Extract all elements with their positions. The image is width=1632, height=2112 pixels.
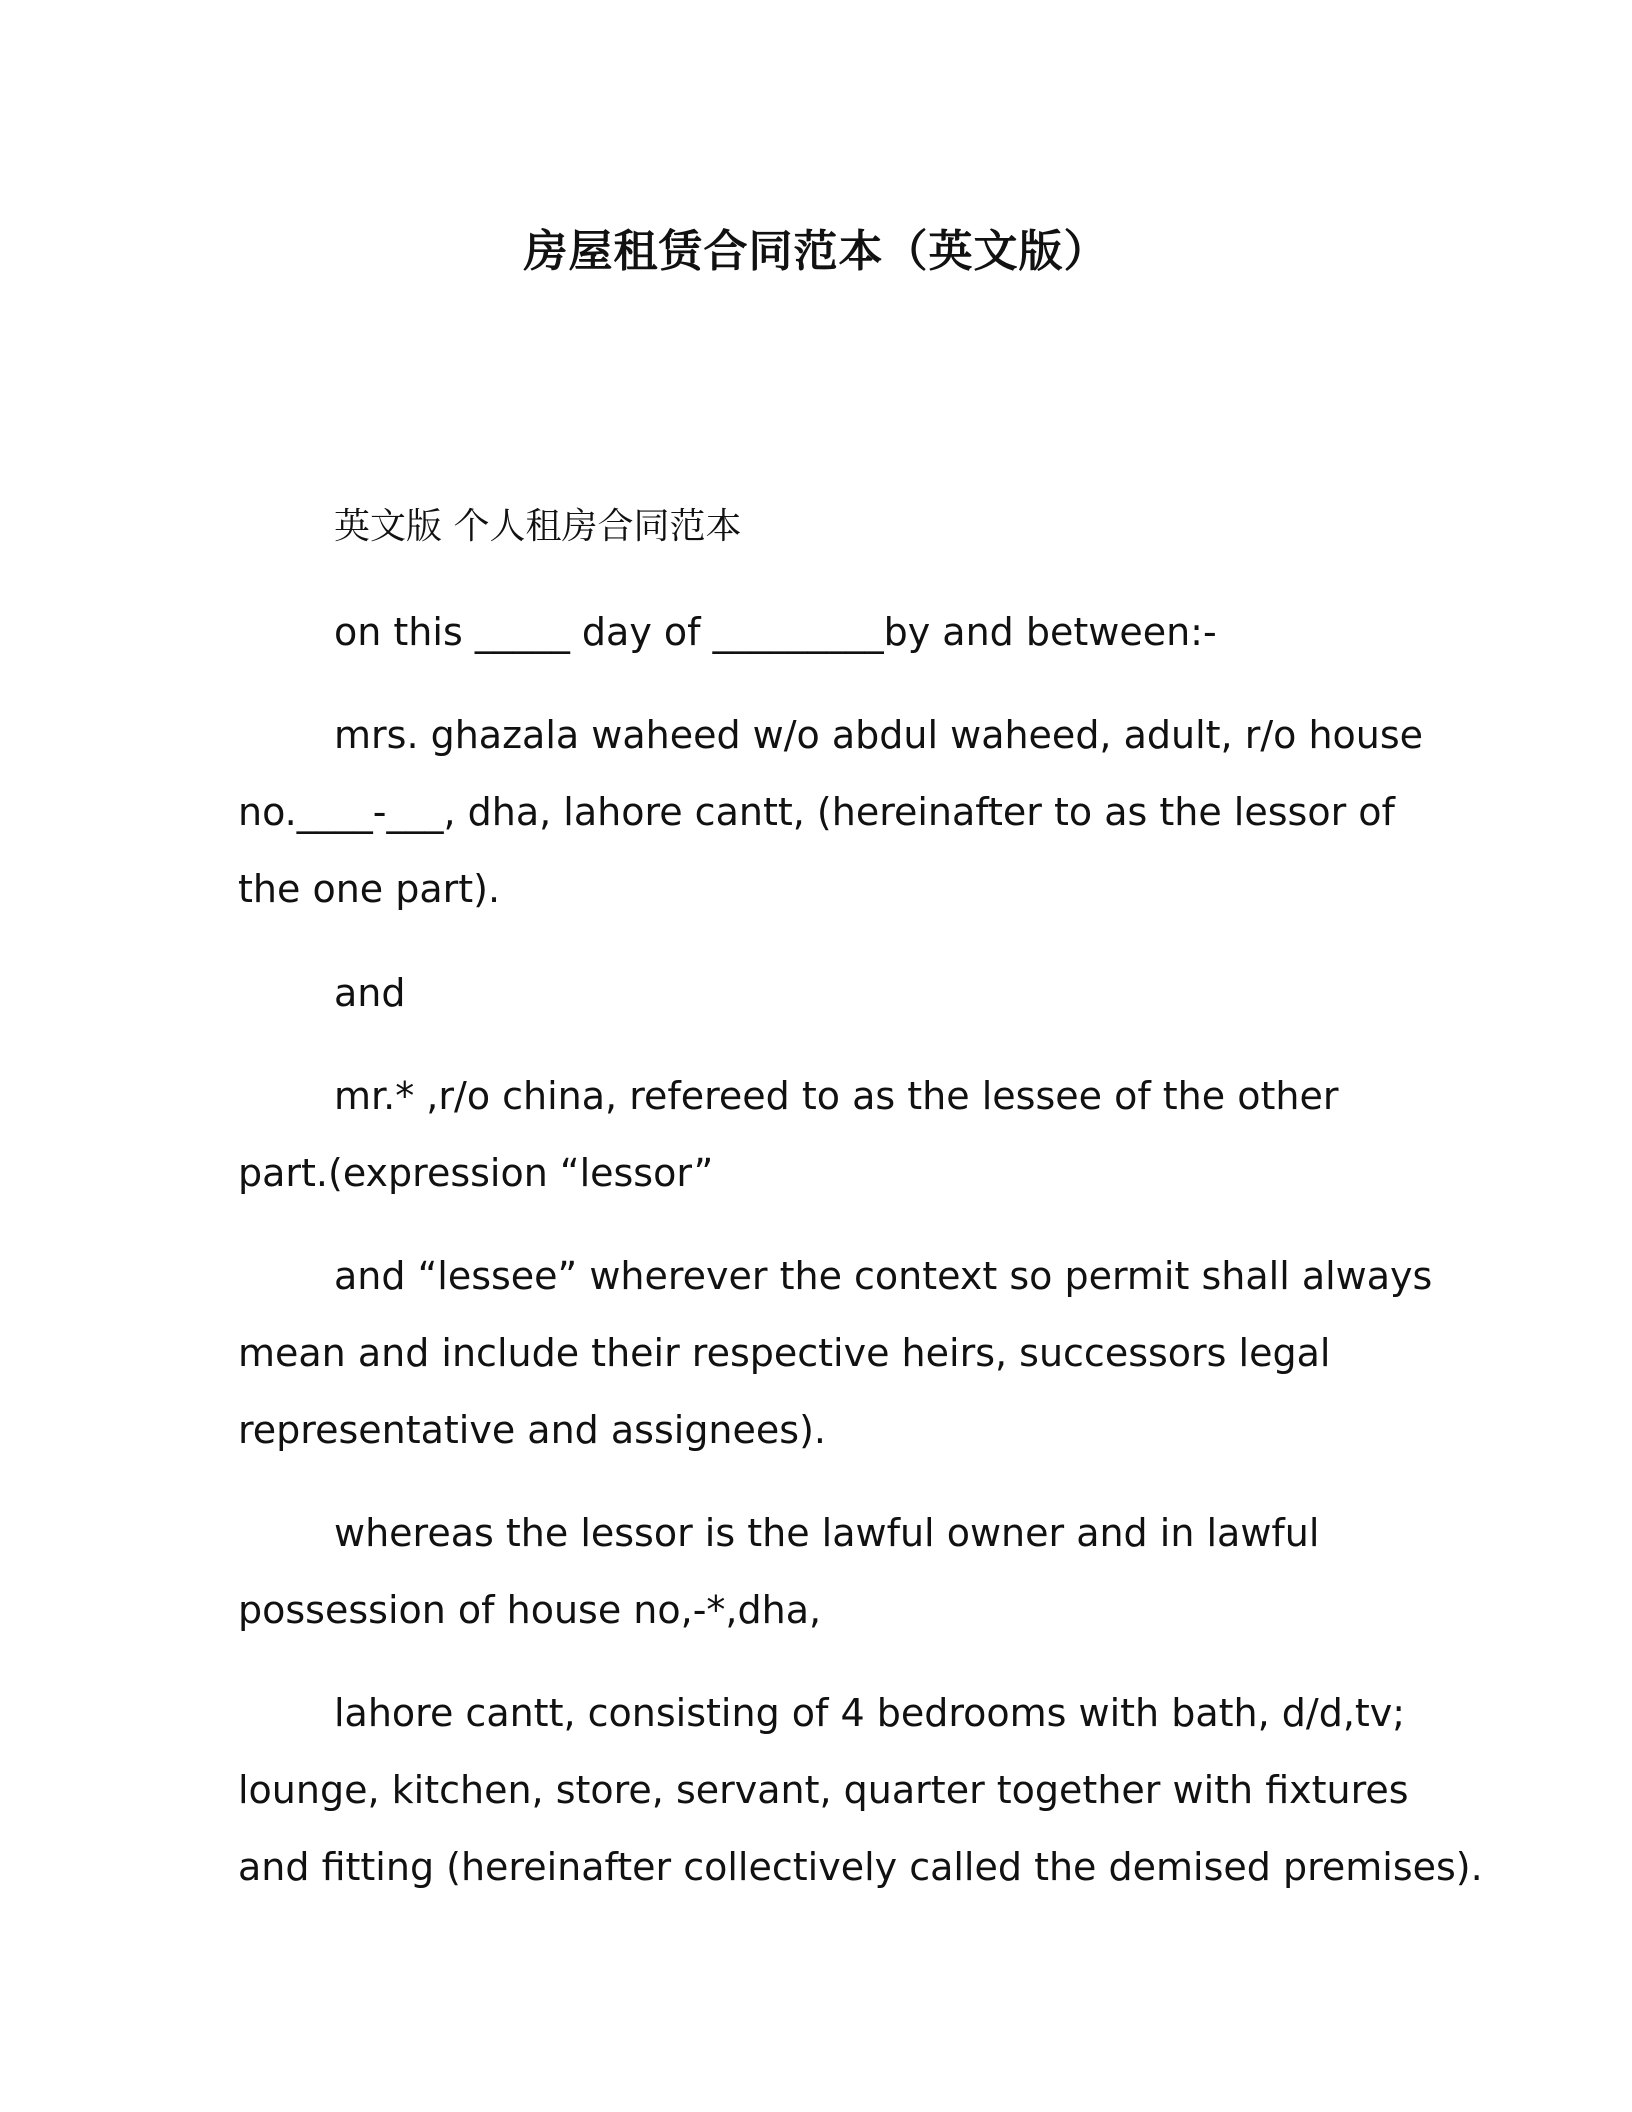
subtitle-paragraph [238, 488, 741, 565]
paragraph-line: mean and include their respective heirs, successors legal [238, 1331, 1331, 1375]
paragraph-line: the one part). [238, 867, 501, 911]
paragraph-and [238, 955, 406, 1032]
paragraph-line: on this _____ day of _________by and between:- [334, 610, 1217, 654]
paragraph-line: lahore cantt, consisting of 4 bedrooms with bath, d/d,tv; [334, 1691, 1406, 1735]
subtitle-line: 英文版 个人租房合同范本 [334, 506, 742, 547]
paragraph-line: mrs. ghazala waheed w/o abdul waheed, adult, r/o house [334, 713, 1424, 757]
paragraph-line: and [334, 971, 406, 1015]
paragraph-line: possession of house no,-*,dha, [238, 1588, 822, 1632]
paragraph-date [238, 594, 1217, 671]
paragraph-line: representative and assignees). [238, 1408, 826, 1452]
paragraph-line: part.(expression “lessor” [238, 1151, 714, 1195]
paragraph-line: whereas the lessor is the lawful owner and in lawful [334, 1511, 1320, 1555]
paragraph-line: mr.* ,r/o china, refereed to as the lessee of the other [334, 1074, 1339, 1118]
paragraph-lessor [238, 697, 1423, 928]
paragraph-line: and “lessee” wherever the context so permit shall always [334, 1254, 1433, 1298]
paragraph-lessee [238, 1058, 1338, 1212]
document-title: 房屋租赁合同范本（英文版） [523, 226, 1109, 277]
paragraph-definitions [238, 1238, 1432, 1469]
paragraph-whereas [238, 1495, 1319, 1649]
paragraph-line: lounge, kitchen, store, servant, quarter together with fixtures [238, 1768, 1409, 1812]
paragraph-line: no.____-___, dha, lahore cantt, (hereinafter to as the lessor of [238, 790, 1395, 834]
paragraph-line: and fitting (hereinafter collectively called the demised premises). [238, 1845, 1483, 1889]
paragraph-premises [238, 1675, 1483, 1906]
